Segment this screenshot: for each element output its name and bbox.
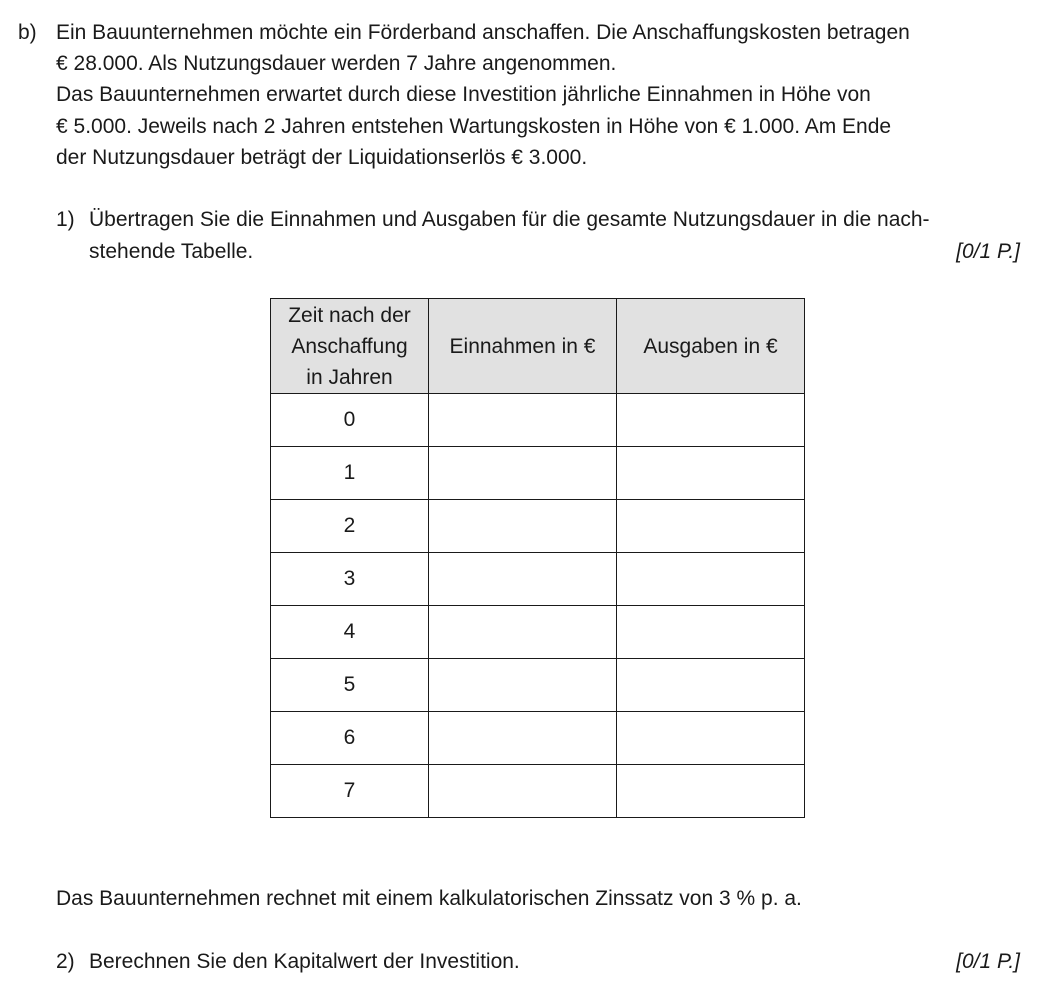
- cell-time: 6: [271, 712, 429, 765]
- table-row: [271, 447, 805, 500]
- cell-time: 3: [271, 553, 429, 606]
- part-label: b): [18, 21, 37, 44]
- cell-time: 5: [271, 659, 429, 712]
- cell-expenses[interactable]: [617, 659, 805, 712]
- cell-income[interactable]: [429, 447, 617, 500]
- header-time: [271, 299, 429, 394]
- table-header-row: [271, 299, 805, 394]
- table-row: [271, 553, 805, 606]
- intro-line: € 5.000. Jeweils nach 2 Jahren entstehen Wartungskosten in Höhe von € 1.000. Am Ende: [56, 115, 892, 138]
- task1-text-line: Übertragen Sie die Einnahmen und Ausgaben für die gesamte Nutzungsdauer in die nach-: [89, 208, 930, 231]
- header-expenses: Ausgaben in €: [617, 299, 805, 394]
- intro-line: € 28.000. Als Nutzungsdauer werden 7 Jahre angenommen.: [56, 52, 617, 75]
- cell-income[interactable]: [429, 500, 617, 553]
- task2-text: Berechnen Sie den Kapitalwert der Investition.: [89, 950, 520, 973]
- cell-expenses[interactable]: [617, 447, 805, 500]
- table-row: [271, 394, 805, 447]
- header-time-line: Zeit nach der: [288, 303, 411, 327]
- intro-line: Das Bauunternehmen erwartet durch diese Investition jährliche Einnahmen in Höhe von: [56, 83, 871, 106]
- cell-time: 2: [271, 500, 429, 553]
- task2-points: [0/1 P.]: [956, 950, 1020, 973]
- table-row: [271, 712, 805, 765]
- header-time-line: Anschaffung: [291, 334, 408, 358]
- cell-income[interactable]: [429, 659, 617, 712]
- cell-expenses[interactable]: [617, 765, 805, 818]
- cell-income[interactable]: [429, 553, 617, 606]
- header-time-line: in Jahren: [306, 365, 393, 389]
- cell-income[interactable]: [429, 606, 617, 659]
- cell-income[interactable]: [429, 712, 617, 765]
- cell-expenses[interactable]: [617, 500, 805, 553]
- table-row: [271, 765, 805, 818]
- table-row: [271, 659, 805, 712]
- cell-time: 0: [271, 394, 429, 447]
- header-income: Einnahmen in €: [429, 299, 617, 394]
- cell-time: 1: [271, 447, 429, 500]
- task1-text-line: stehende Tabelle.: [89, 240, 254, 263]
- intro-line: Ein Bauunternehmen möchte ein Förderband anschaffen. Die Anschaffungskosten betragen: [56, 21, 910, 44]
- cell-time: 7: [271, 765, 429, 818]
- cashflow-table: [270, 298, 805, 818]
- task1-number: 1): [56, 208, 75, 231]
- cell-income[interactable]: [429, 765, 617, 818]
- cell-time: 4: [271, 606, 429, 659]
- table-row: [271, 606, 805, 659]
- task2-number: 2): [56, 950, 75, 973]
- table-row: [271, 500, 805, 553]
- interest-text: Das Bauunternehmen rechnet mit einem kalkulatorischen Zinssatz von 3 % p. a.: [56, 887, 802, 910]
- task1-points: [0/1 P.]: [956, 240, 1020, 263]
- cell-expenses[interactable]: [617, 712, 805, 765]
- cell-expenses[interactable]: [617, 394, 805, 447]
- intro-line: der Nutzungsdauer beträgt der Liquidationserlös € 3.000.: [56, 146, 588, 169]
- cell-expenses[interactable]: [617, 606, 805, 659]
- cell-expenses[interactable]: [617, 553, 805, 606]
- cell-income[interactable]: [429, 394, 617, 447]
